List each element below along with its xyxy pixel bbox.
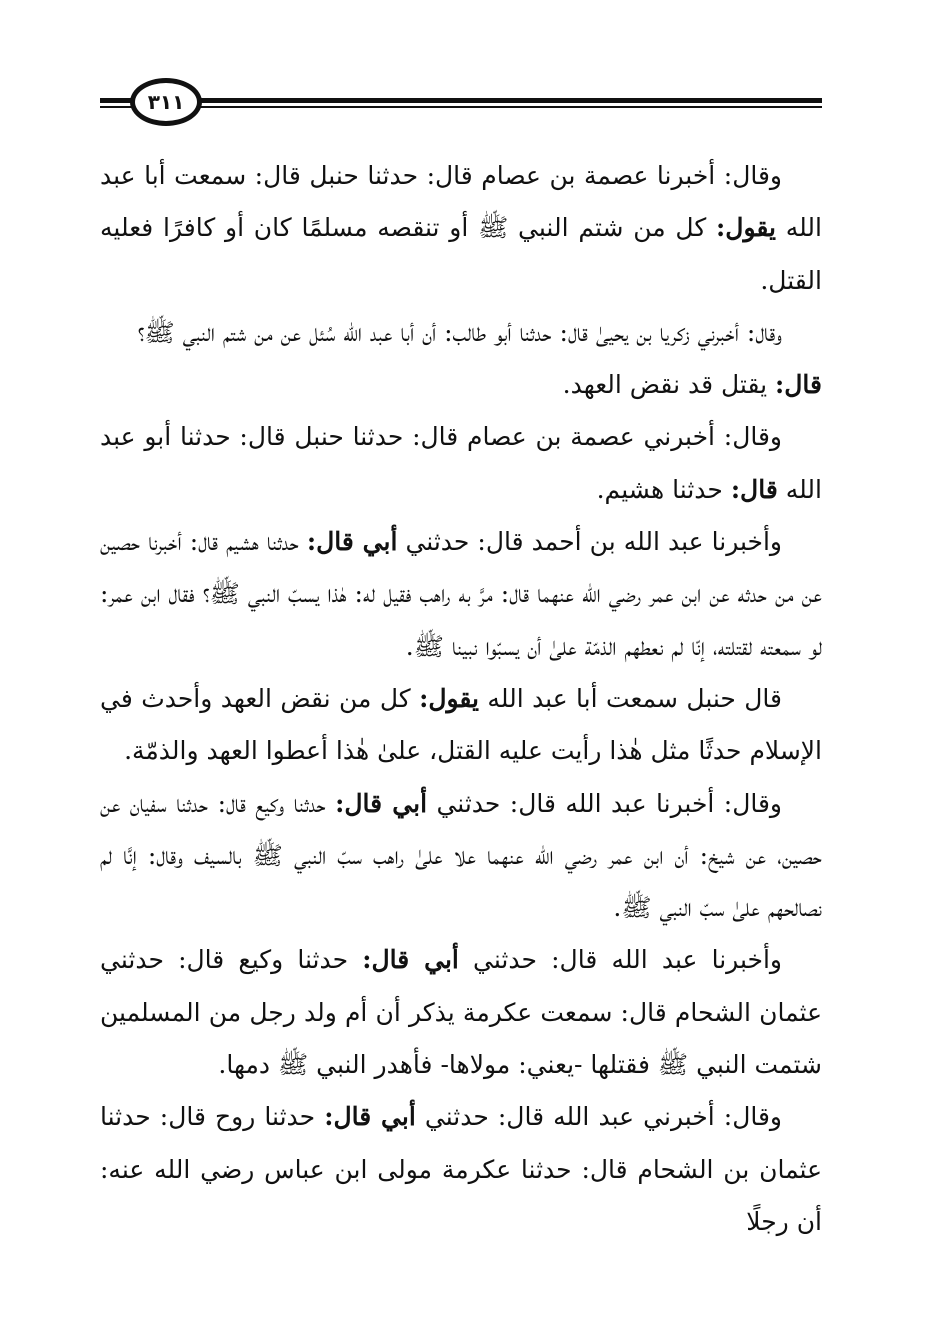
bold-segment: أبي قال:	[306, 527, 398, 557]
page-body	[100, 150, 822, 1300]
header-rule-thin	[100, 106, 822, 108]
page-number: ٣١١	[147, 90, 185, 114]
paragraph	[100, 673, 822, 778]
text-segment: حدثنا هشيم.	[596, 474, 731, 504]
text-segment: حدثنا هشيم قال: أخبرنا حصين عن من حدثه عن ابن عمر رضي الله عنهما قال: مرَّ به راهب فقيل له: هٰذا يسبّ النبي ﷺ؟ فقال ابن عمر: لو سمعته لقتلته، إنّا لم نعطهم الذمّة علىٰ أن يسبّوا نبينا ﷺ.	[100, 527, 822, 661]
paragraph	[100, 150, 822, 307]
text-segment: وقال: أخبرني عصمة بن عصام قال: حدثنا حنبل قال: حدثنا أبو عبد الله	[100, 422, 822, 504]
paragraph	[100, 411, 822, 516]
paragraph	[100, 516, 822, 673]
bold-segment: أبي قال:	[324, 1102, 416, 1132]
text-segment: وأخبرنا عبد الله قال: حدثني	[458, 945, 782, 975]
text-segment: حدثنا روح قال: حدثنا عثمان بن الشحام قال: حدثنا عكرمة مولى ابن عباس رضي الله عنه: أن رجلًا	[100, 1102, 822, 1236]
paragraph	[100, 934, 822, 1091]
text-segment: وقال: أخبرني عبد الله قال: حدثني	[415, 1102, 783, 1132]
text-segment: كل من شتم النبي ﷺ أو تنقصه مسلمًا كان أو كافرًا فعليه القتل.	[100, 213, 822, 295]
text-segment: يقتل قد نقض العهد.	[562, 370, 776, 400]
text-segment: حدثنا وكيع قال: حدثني عثمان الشحام قال: سمعت عكرمة يذكر أن أم ولد رجل من المسلمين شتمت النبي ﷺ فقتلها -يعني: مولاها- فأهدر النبي ﷺ دمها.	[100, 945, 822, 1080]
paragraph	[100, 307, 822, 359]
bold-segment: قال:	[775, 370, 822, 400]
text-segment: وقال: أخبرني زكريا بن يحيىٰ قال: حدثنا أبو طالب: أن أبا عبد الله سُئل عن من شتم النبي ﷺ؟	[137, 317, 782, 347]
bold-segment: أبي قال:	[362, 945, 459, 975]
text-segment: وأخبرنا عبد الله بن أحمد قال: حدثني	[397, 527, 783, 557]
bold-segment: يقول:	[419, 683, 480, 713]
text-segment: قال حنبل سمعت أبا عبد الله	[479, 683, 782, 713]
page-header	[100, 78, 822, 130]
text-segment: كل من نقض العهد وأحدث في الإسلام حدثًا مثل هٰذا رأيت عليه القتل، علىٰ هٰذا أعطوا العهد والذمّة.	[100, 683, 822, 766]
bold-segment: يقول:	[716, 213, 776, 243]
paragraph	[100, 1091, 822, 1248]
bold-segment: قال:	[730, 474, 778, 504]
paragraph	[100, 778, 822, 935]
text-segment: وقال: أخبرنا عصمة بن عصام قال: حدثنا حنبل قال: سمعت أبا عبد الله	[100, 161, 822, 243]
bold-segment: أبي قال:	[335, 788, 428, 818]
paragraph	[100, 359, 822, 411]
header-rule-thick	[100, 98, 822, 103]
page-number-badge	[130, 78, 202, 126]
text-segment: وقال: أخبرنا عبد الله قال: حدثني	[427, 788, 782, 818]
text-segment: حدثنا وكيع قال: حدثنا سفيان عن حصين، عن شيخ: أن ابن عمر رضي الله عنهما علا علىٰ راهب سبّ النبي ﷺ بالسيف وقال: إنَّا لم نصالحهم علىٰ سبّ النبي ﷺ.	[100, 788, 822, 923]
